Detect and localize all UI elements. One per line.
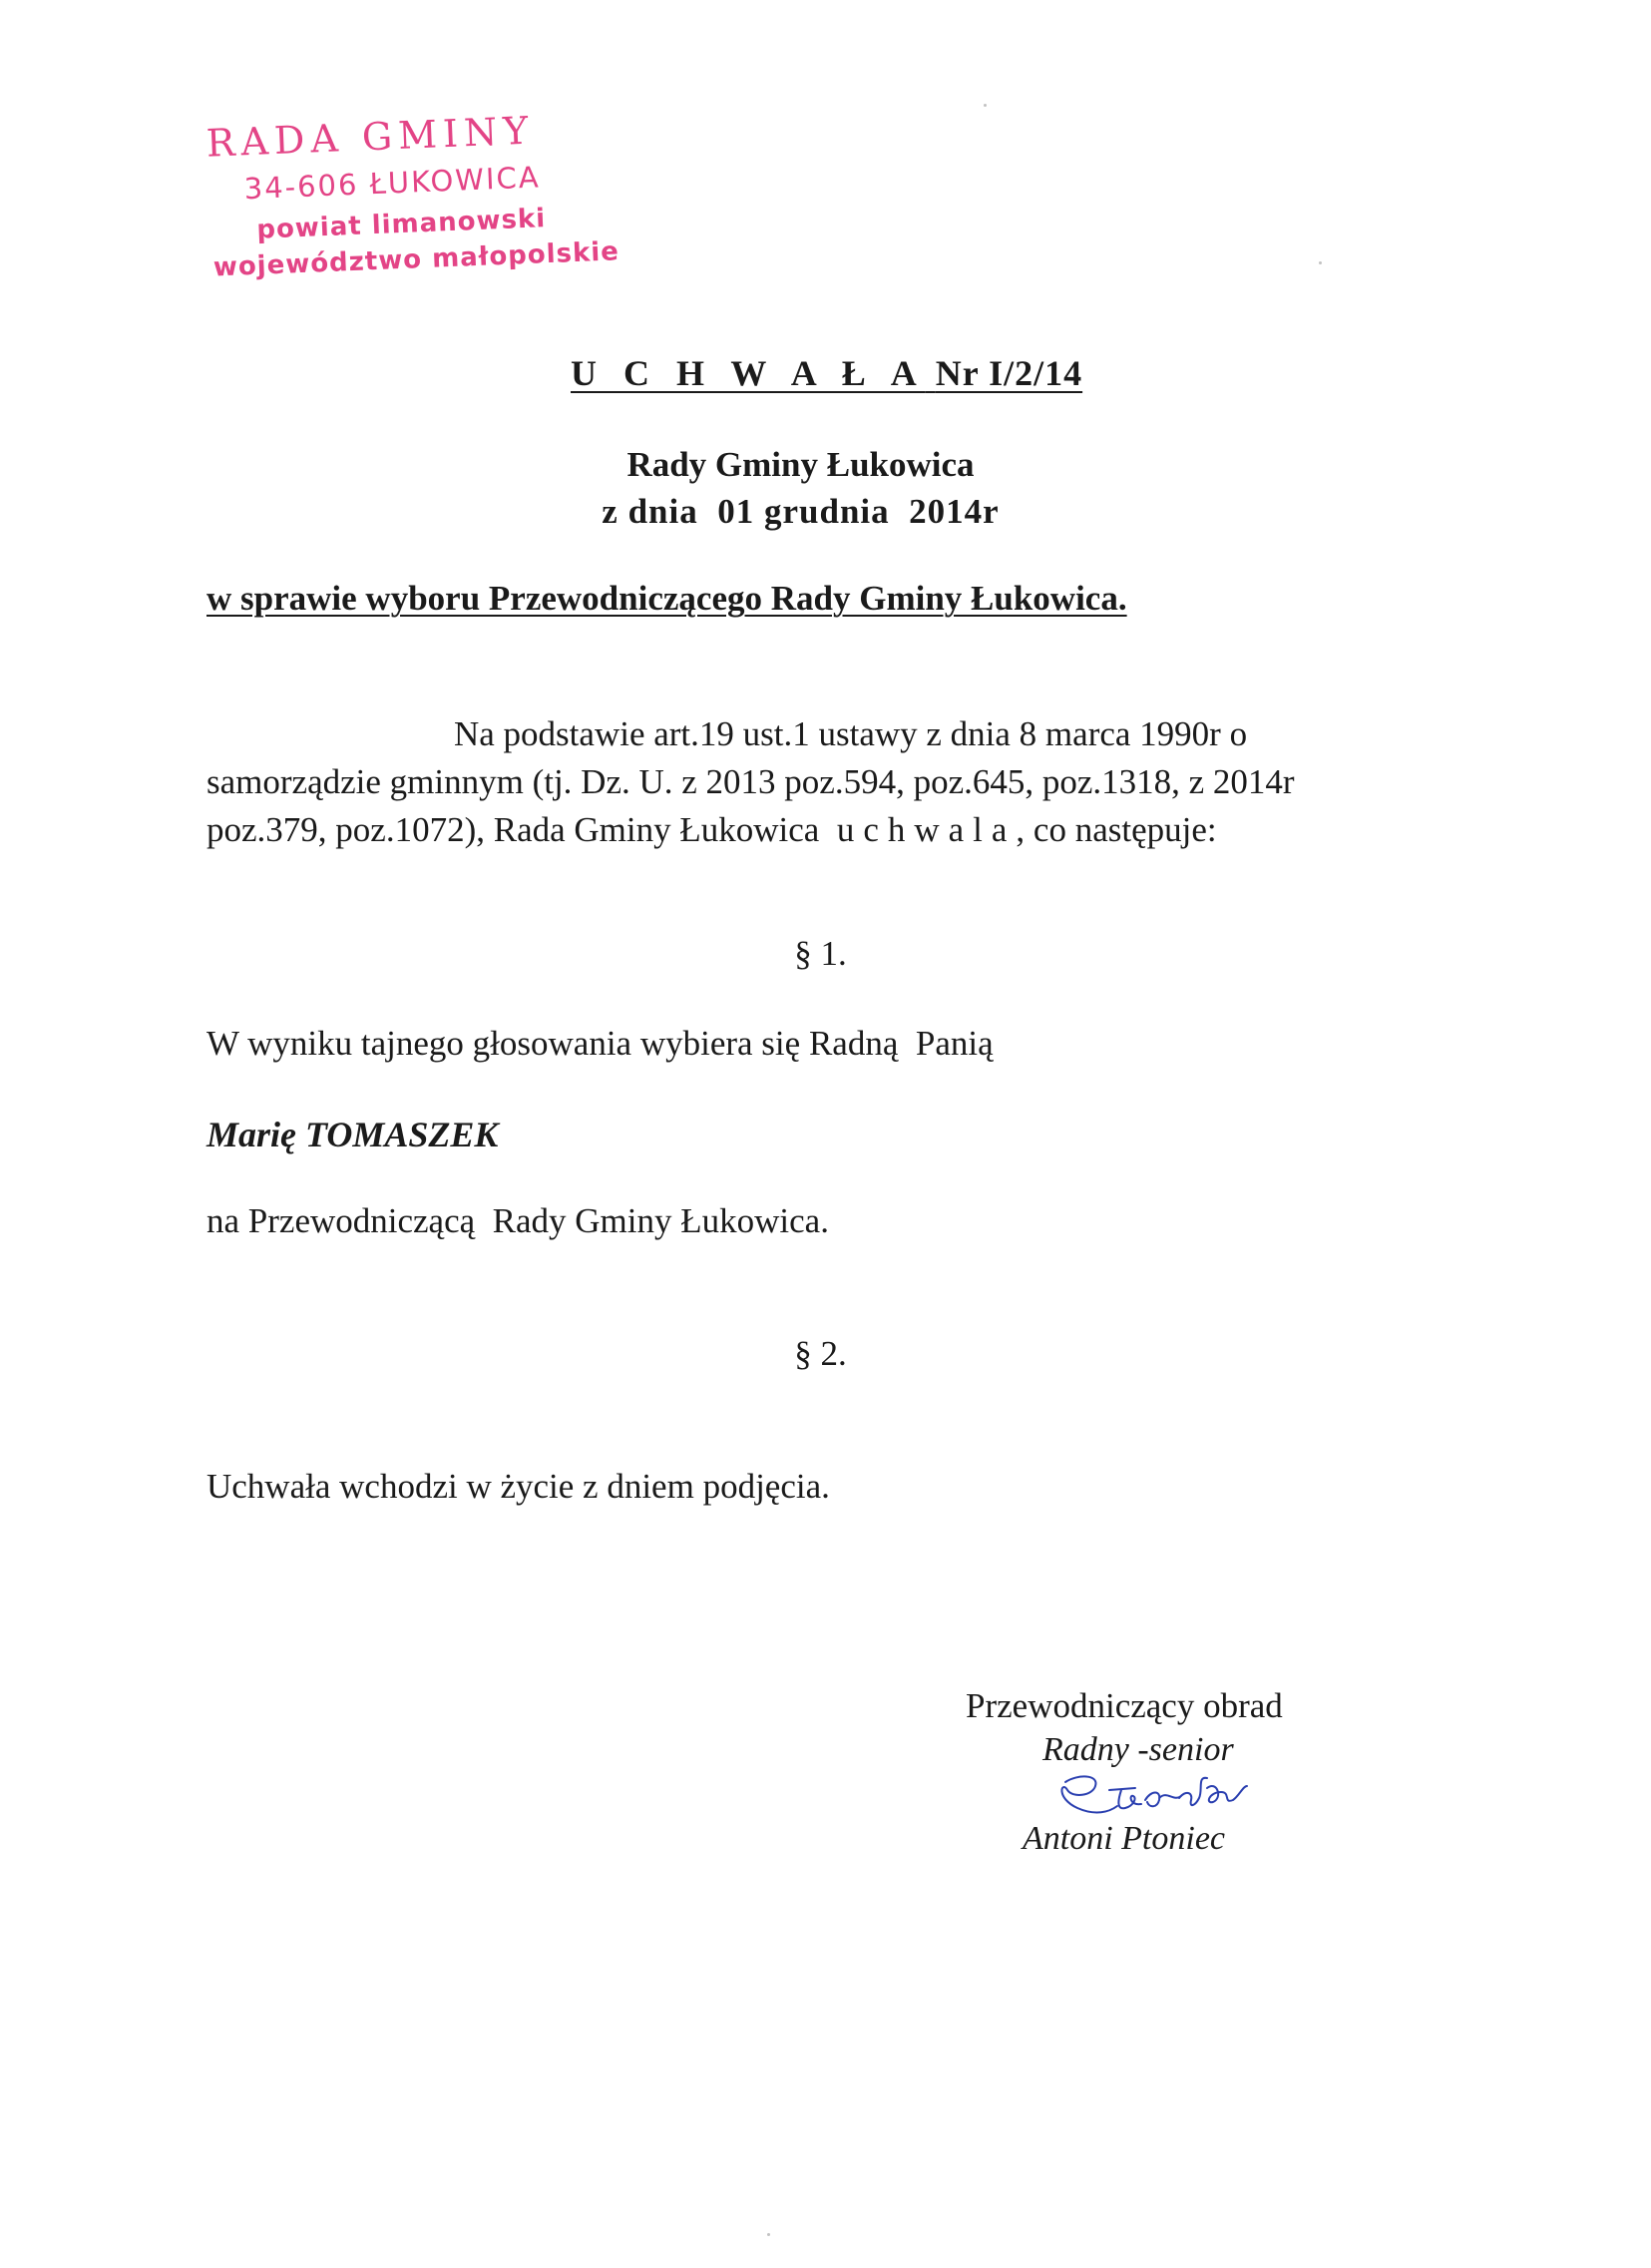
resolution-date-row [0,492,1651,532]
stamp-line-1: RADA GMINY [205,108,536,166]
section-1-heading-row [0,934,1651,974]
council-name-row [0,445,1651,485]
stamp-line-3: powiat limanowski [255,204,547,245]
council-name: Rady Gminy Łukowica [626,445,975,484]
section-2-heading: § 2. [794,1334,847,1373]
section-2-heading-row [0,1334,1651,1374]
resolution-number: Nr I/2/14 [935,353,1083,393]
signature-title: Przewodniczący obrad [966,1686,1283,1725]
scan-speck [767,2233,770,2236]
stamp-line-2: 34-606 ŁUKOWICA [243,160,542,207]
section-1-role: na Przewodniczącą Rady Gminy Łukowica. [206,1201,829,1240]
section-1-heading: § 1. [794,934,847,973]
resolution-title [571,352,1082,394]
resolution-subject: w sprawie wyboru Przewodniczącego Rady Gminy Łukowica. [206,579,1127,618]
preamble-line-1: Na podstawie art.19 ust.1 ustawy z dnia 8 marca 1990r o [454,714,1248,753]
preamble-line-3-end: , co następuje: [1016,810,1217,849]
preamble-line-3-start: poz.379, poz.1072), Rada Gminy Łukowica [206,810,829,849]
elected-name: Marię TOMASZEK [206,1115,499,1154]
stamp-line-4: województwo małopolskie [212,236,620,283]
preamble-enacts-word: uchwala [836,810,1017,849]
handwritten-signature [1047,1768,1267,1828]
scan-speck [984,104,987,107]
council-stamp [200,106,620,283]
scan-speck [1319,261,1322,264]
preamble-line-2: samorządzie gminnym (tj. Dz. U. z 2013 poz.594, poz.645, poz.1318, z 2014r [206,762,1295,801]
preamble-line-3 [206,806,1217,854]
section-1-intro: W wyniku tajnego głosowania wybiera się Radną Panią [206,1024,994,1063]
resolution-title-word: U C H W A Ł A [571,353,926,393]
signer-name: Antoni Ptoniec [1023,1820,1226,1857]
signature-role: Radny -senior [1042,1731,1234,1768]
resolution-date: z dnia 01 grudnia 2014r [602,492,1000,531]
section-2-text: Uchwała wchodzi w życie z dniem podjęcia. [206,1467,830,1506]
